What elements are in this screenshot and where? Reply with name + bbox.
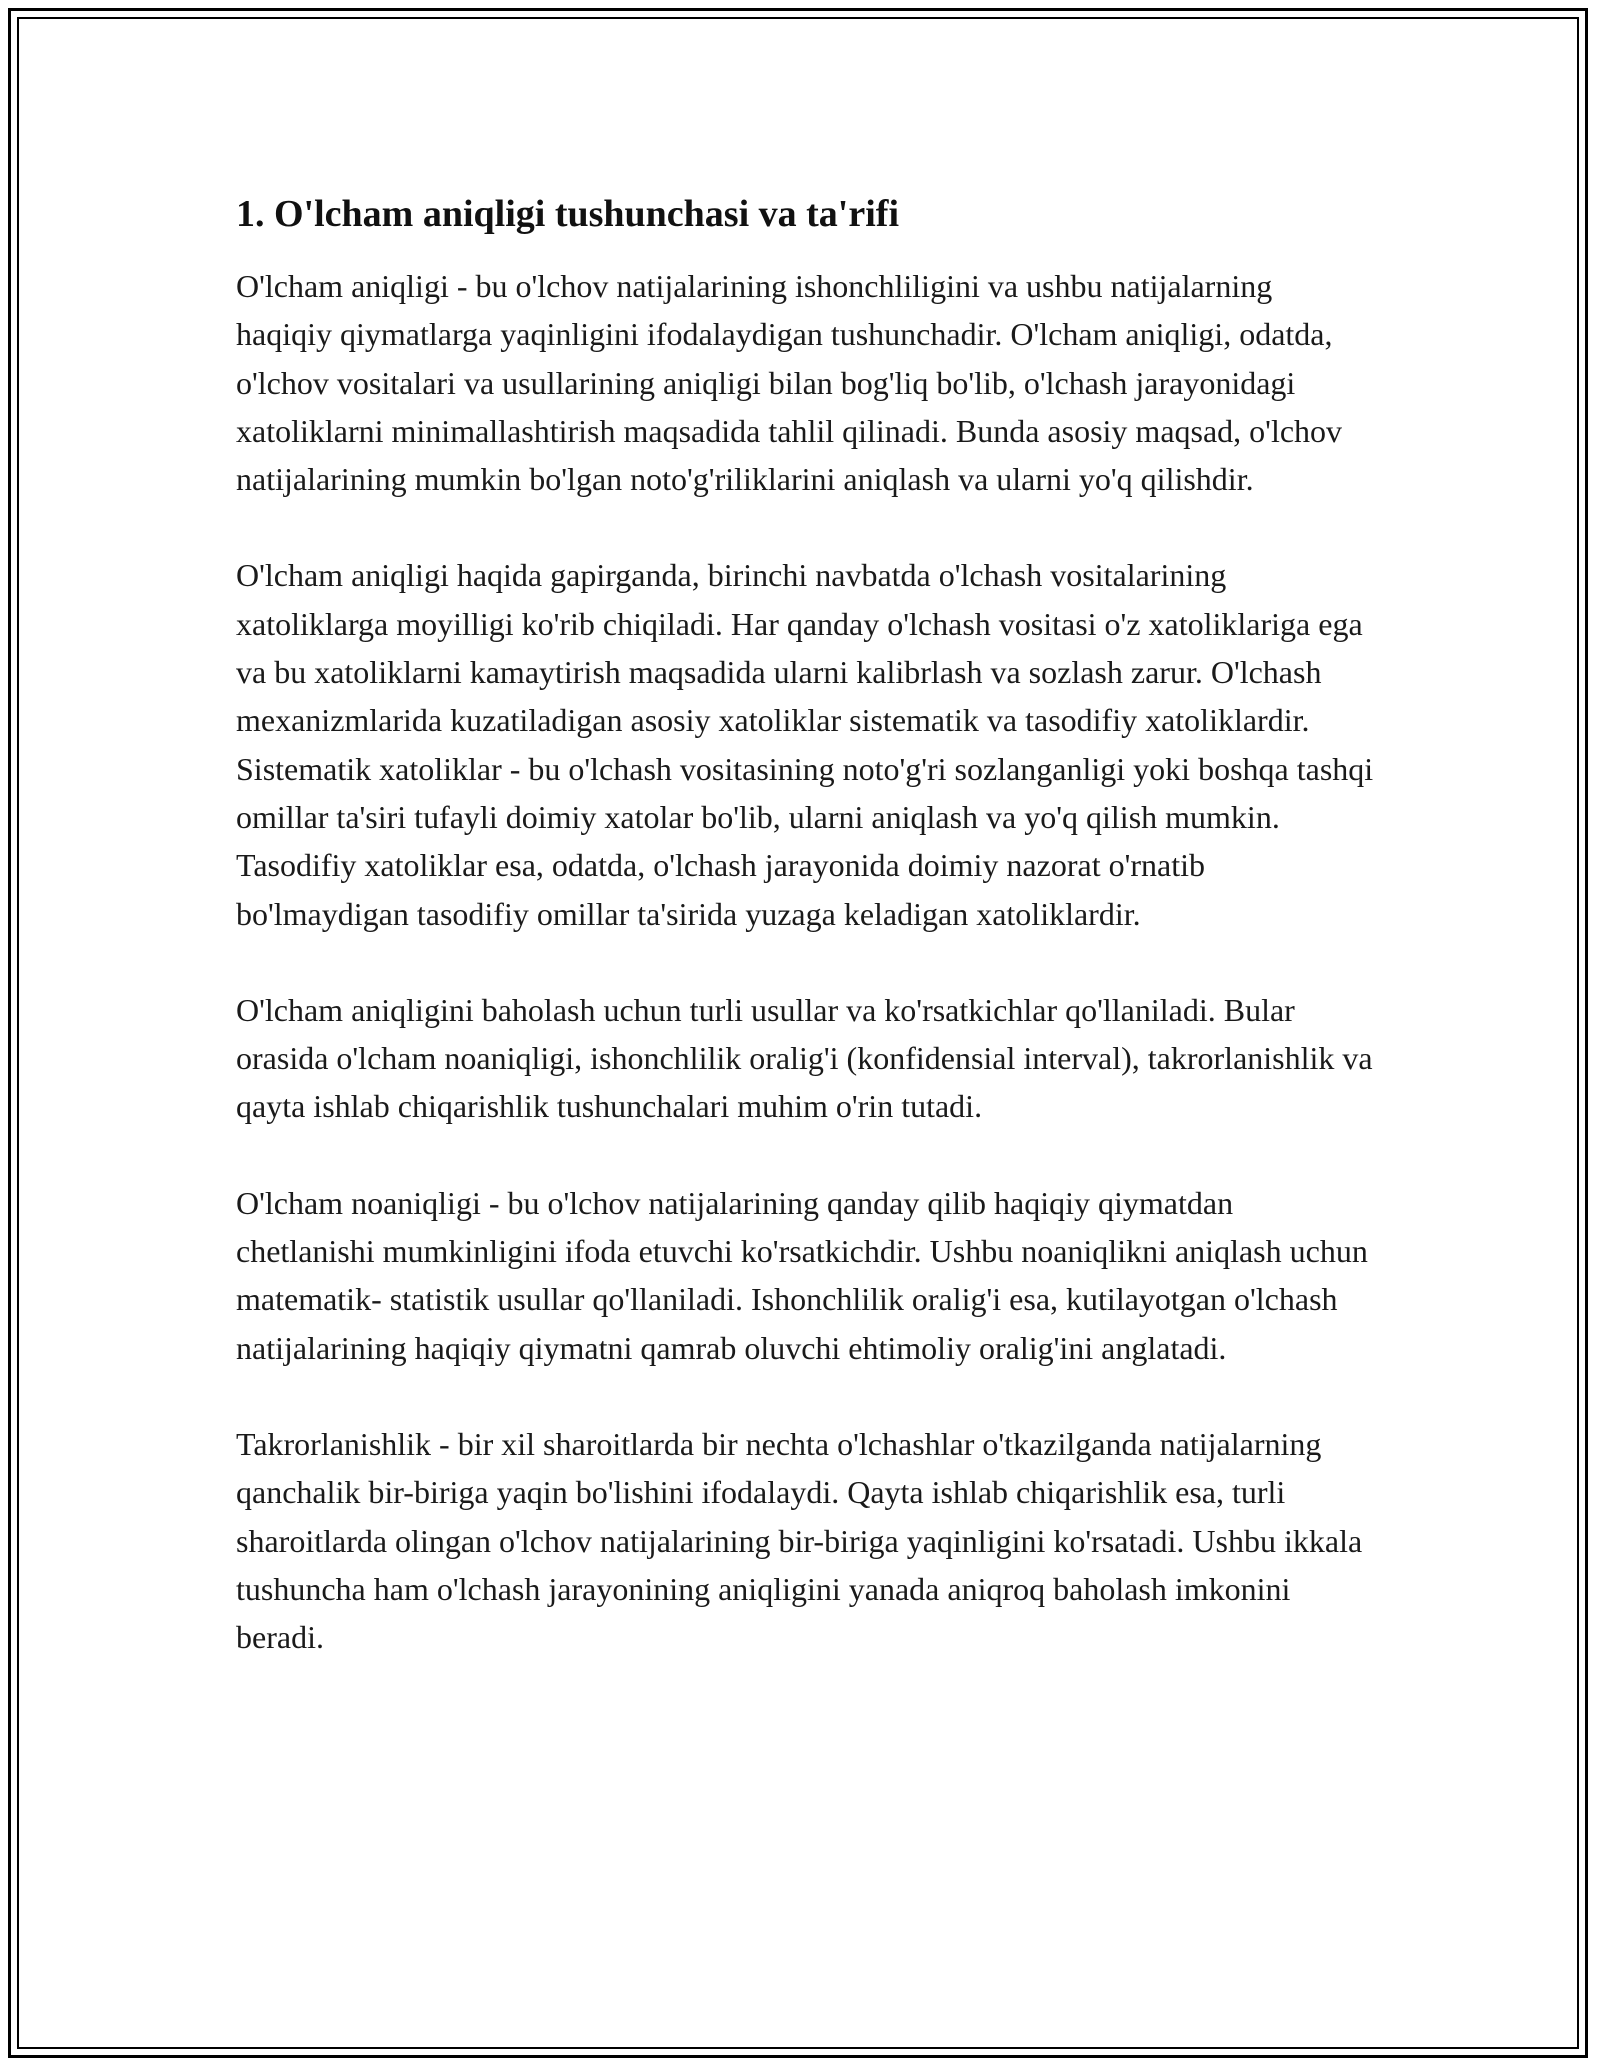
document-body [236, 186, 1376, 1709]
paragraph-evaluation-methods: O'lcham aniqligini baholash uchun turli usullar va ko'rsatkichlar qo'llaniladi. Bular orasida o'lcham noaniqligi, ishonchlilik oralig'i (konfidensial interval), takrorlanishlik va qayta ishlab chiqarishlik tushunchalari muhim o'rin tutadi. [236, 991, 1373, 1125]
section-heading: 1. O'lcham aniqligi tushunchasi va ta'rifi [236, 193, 899, 235]
paragraph-uncertainty: O'lcham noaniqligi - bu o'lchov natijalarining qanday qilib haqiqiy qiymatdan chetlanishi mumkinligini ifoda etuvchi ko'rsatkichdir. Ushbu noaniqlikni aniqlash uchun matematik- statistik usullar qo'llaniladi. Ishonchlilik oralig'i esa, kutilayotgan o'lchash natijalarining haqiqiy qiymatni qamrab oluvchi ehtimoliy oralig'ini anglatadi. [236, 1184, 1368, 1366]
paragraph-definition: O'lcham aniqligi - bu o'lchov natijalarining ishonchliligini va ushbu natijalarning haqiqiy qiymatlarga yaqinligini ifodalaydigan tushunchadir. O'lcham aniqligi, odatda, o'lchov vositalari va usullarining aniqligi bilan bog'liq bo'lib, o'lchash jarayonidagi xatoliklarni minimallashtirish maqsadida tahlil qilinadi. Bunda asosiy maqsad, o'lchov natijalarining mumkin bo'lgan noto'g'riliklarini aniqlash va ularni yo'q qilishdir. [236, 268, 1343, 498]
paragraph-errors: O'lcham aniqligi haqida gapirganda, birinchi navbatda o'lchash vositalarining xatoliklarga moyilligi ko'rib chiqiladi. Har qanday o'lchash vositasi o'z xatoliklariga ega va bu xatoliklarni kamaytirish maqsadida ularni kalibrlash va sozlash zarur. O'lchash mexanizmlarida kuzatiladigan asosiy xatoliklar sistematik va tasodifiy xatoliklardir. Sistematik xatoliklar - bu o'lchash vositasining noto'g'ri sozlanganligi yoki boshqa tashqi omillar ta'siri tufayli doimiy xatolar bo'lib, ularni aniqlash va yo'q qilish mumkin. Tasodifiy xatoliklar esa, odatda, o'lchash jarayonida doimiy nazorat o'rnatib bo'lmaydigan tasodifiy omillar ta'sirida yuzaga keladigan xatoliklardir. [236, 557, 1374, 932]
paragraph-repeatability: Takrorlanishlik - bir xil sharoitlarda bir nechta o'lchashlar o'tkazilganda natijalarning qanchalik bir-biriga yaqin bo'lishini ifodalaydi. Qayta ishlab chiqarishlik esa, turli sharoitlarda olingan o'lchov natijalarining bir-biriga yaqinligini ko'rsatadi. Ushbu ikkala tushuncha ham o'lchash jarayonining aniqligini yanada aniqroq baholash imkonini beradi. [236, 1425, 1363, 1656]
